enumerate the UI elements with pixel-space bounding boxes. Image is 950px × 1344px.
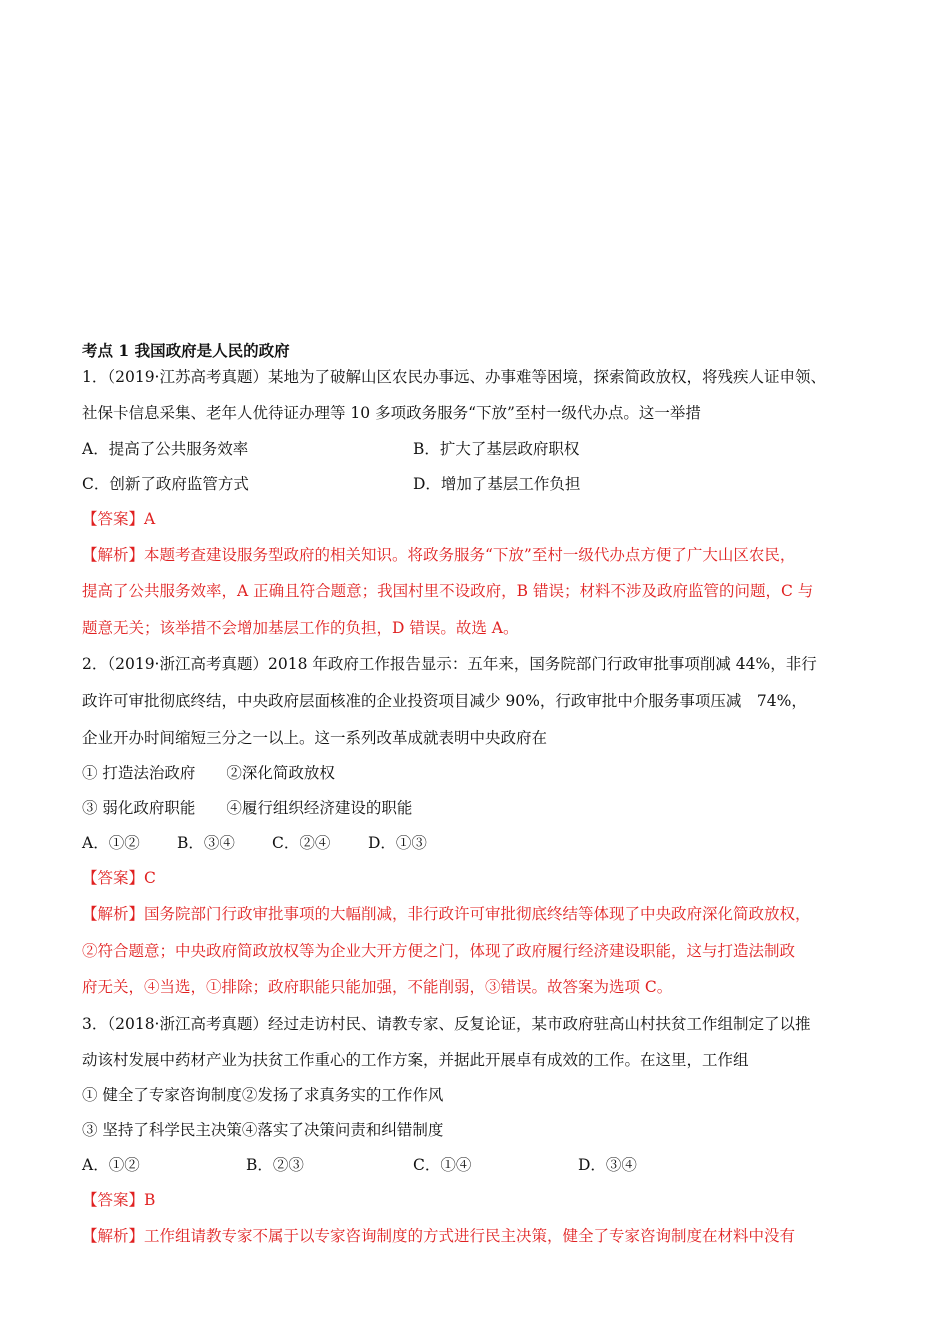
q2-stem-line2: 政许可审批彻底终结，中央政府层面核准的企业投资项目减少 90%，行政审批中介服务事项压减 74%， (82, 692, 807, 710)
q3-analysis-line1: 【解析】工作组请教专家不属于以专家咨询制度的方式进行民主决策，健全了专家咨询制度在材料中没有 (82, 1227, 796, 1245)
q2-stem-line3: 企业开办时间缩短三分之一以上。这一系列改革成就表明中央政府在 (82, 729, 548, 747)
q2-option-a: A．①② (82, 834, 140, 852)
q1-analysis-line3: 题意无关；该举措不会增加基层工作的负担，D 错误。故选 A。 (82, 619, 519, 637)
q2-items-line1: ① 打造法治政府 ②深化简政放权 (82, 764, 335, 782)
q1-answer: 【答案】A (82, 510, 156, 528)
q3-option-c: C．①④ (413, 1156, 472, 1174)
q1-analysis-line1: 【解析】本题考查建设服务型政府的相关知识。将政务服务“下放”至村一级代办点方便了广大山区农民， (82, 546, 796, 564)
q1-option-c: C．创新了政府监管方式 (82, 475, 249, 493)
q1-option-d: D．增加了基层工作负担 (413, 475, 581, 493)
q2-analysis-line2: ②符合题意；中央政府简政放权等为企业大开方便之门，体现了政府履行经济建设职能，这与打造法制政 (82, 942, 796, 960)
q3-stem-line2: 动该村发展中药材产业为扶贫工作重心的工作方案，并据此开展卓有成效的工作。在这里，工作组 (82, 1051, 749, 1069)
q3-option-b: B．②③ (246, 1156, 304, 1174)
q2-stem-line1: 2．（2019·浙江高考真题）2018 年政府工作报告显示：五年来，国务院部门行政审批事项削减 44%，非行 (82, 655, 817, 673)
q2-option-d: D．①③ (368, 834, 427, 852)
q3-option-d: D．③④ (578, 1156, 637, 1174)
q3-stem-line1: 3．（2018·浙江高考真题）经过走访村民、请教专家、反复论证，某市政府驻高山村扶贫工作组制定了以推 (82, 1015, 811, 1033)
q2-option-c: C．②④ (272, 834, 331, 852)
q3-items-line1: ① 健全了专家咨询制度②发扬了求真务实的工作作风 (82, 1086, 444, 1104)
q2-analysis-line1: 【解析】国务院部门行政审批事项的大幅削减，非行政许可审批彻底终结等体现了中央政府深化简政放权， (82, 905, 811, 923)
section-title: 考点 1 我国政府是人民的政府 (82, 341, 290, 360)
q2-option-b: B．③④ (177, 834, 235, 852)
q2-items-line2: ③ 弱化政府职能 ④履行组织经济建设的职能 (82, 799, 413, 817)
q3-option-a: A．①② (82, 1156, 140, 1174)
q2-answer: 【答案】C (82, 869, 156, 887)
q1-stem-line1: 1．（2019·江苏高考真题）某地为了破解山区农民办事远、办事难等困境，探索简政放权，将残疾人证申领、 (82, 368, 826, 386)
q2-analysis-line3: 府无关，④当选，①排除；政府职能只能加强，不能削弱，③错误。故答案为选项 C。 (82, 978, 673, 996)
q1-option-a: A．提高了公共服务效率 (82, 440, 249, 458)
q3-answer: 【答案】B (82, 1191, 156, 1209)
q1-stem-line2: 社保卡信息采集、老年人优待证办理等 10 多项政务服务“下放”至村一级代办点。这一举措 (82, 404, 701, 422)
q1-analysis-line2: 提高了公共服务效率，A 正确且符合题意；我国村里不设政府，B 错误；材料不涉及政府监管的问题，C 与 (82, 582, 814, 600)
q1-option-b: B．扩大了基层政府职权 (413, 440, 580, 458)
q3-items-line2: ③ 坚持了科学民主决策④落实了决策问责和纠错制度 (82, 1121, 444, 1139)
